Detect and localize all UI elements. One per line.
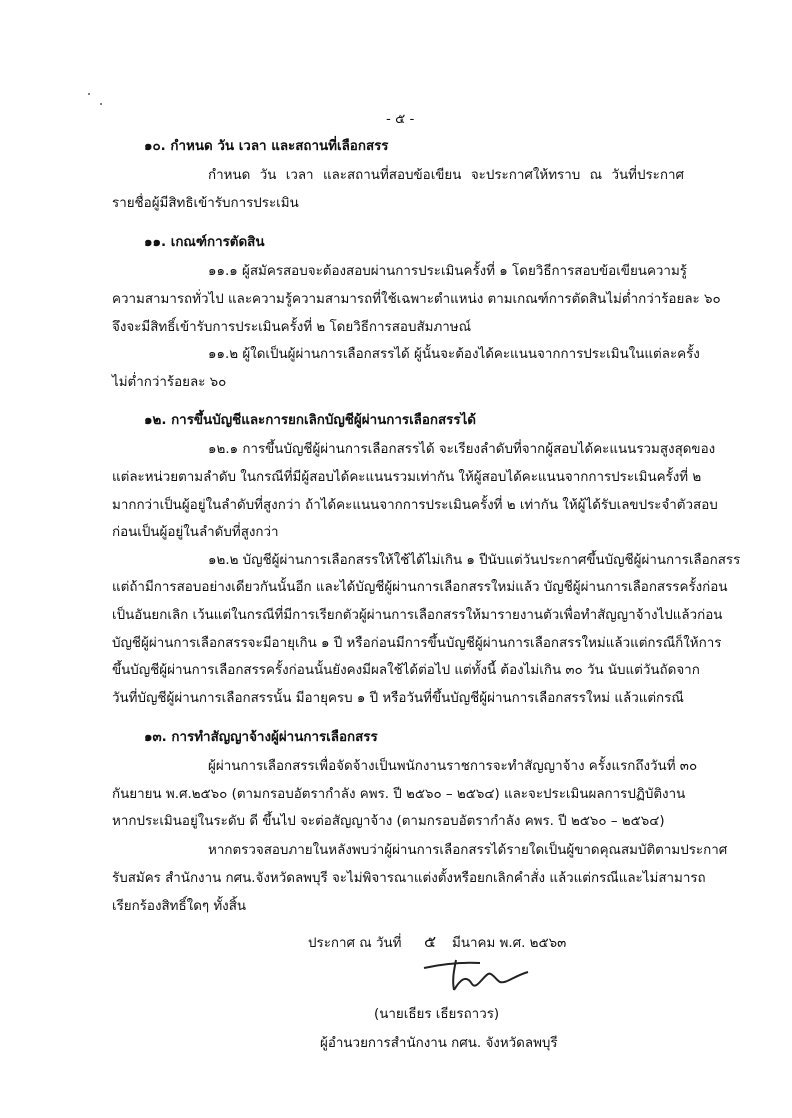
section-11-2-line: ๑๑.๒ ผู้ใดเป็นผู้ผ่านการเลือกสรรได้ ผู้นั้นจะต้องได้คะแนนจากการประเมินในแต่ละครั้ง: [208, 347, 700, 362]
section-12-2-line: บัญชีผู้ผ่านการเลือกสรรจะมีอายุเกิน ๑ ปี หรือก่อนมีการขึ้นบัญชีผู้ผ่านการเลือกสรรใหม่แล้วแต่กรณีก็ให้การ: [112, 636, 722, 651]
signature: [418, 954, 538, 994]
section-12-1-line: แต่ละหน่วยตามลำดับ ในกรณีที่มีผู้สอบได้คะแนนรวมเท่ากัน ให้ผู้สอบได้คะแนนจากการประเมินครั้งที่ ๒: [112, 470, 702, 485]
section-13-line: ผู้ผ่านการเลือกสรรเพื่อจัดจ้างเป็นพนักงานราชการจะทำสัญญาจ้าง ครั้งแรกถึงวันที่ ๓๐: [208, 759, 698, 774]
section-11-1-line: ๑๑.๑ ผู้สมัครสอบจะต้องสอบผ่านการประเมินครั้งที่ ๑ โดยวิธีการสอบข้อเขียนความรู้: [208, 264, 687, 279]
announce-month-year: มีนาคม พ.ศ. ๒๕๖๓: [452, 936, 567, 951]
scan-speck: [88, 93, 90, 95]
section-10-paragraph-line: กำหนด วัน เวลา และสถานที่สอบข้อเขียน จะประกาศให้ทราบ ณ วันที่ประกาศ: [208, 168, 684, 183]
section-12-2-line: เป็นอันยกเลิก เว้นแต่ในกรณีที่มีการเรียกตัวผู้ผ่านการเลือกสรรให้มารายงานตัวเพื่อทำสัญญาจ้างไปแล้วก่อน: [112, 608, 723, 623]
section-13-line: กันยายน พ.ศ.๒๕๖๐ (ตามกรอบอัตรากำลัง คพร. ปี ๒๕๖๐ – ๒๕๖๔) และจะประเมินผลการปฏิบัติงาน: [112, 787, 686, 802]
section-12-2-line: ขึ้นบัญชีผู้ผ่านการเลือกสรรครั้งก่อนนั้นยังคงมีผลใช้ได้ต่อไป แต่ทั้งนี้ ต้องไม่เกิน ๓๐ วัน นับแต่วันถัดจาก: [112, 663, 700, 678]
section-11-heading: ๑๑. เกณฑ์การตัดสิน: [144, 235, 265, 250]
section-10-heading: ๑๐. กำหนด วัน เวลา และสถานที่เลือกสรร: [144, 139, 389, 154]
section-12-heading: ๑๒. การขึ้นบัญชีและการยกเลิกบัญชีผู้ผ่านการเลือกสรรได้: [144, 413, 476, 428]
signer-title: ผู้อำนวยการสำนักงาน กศน. จังหวัดลพบุรี: [320, 1036, 558, 1051]
section-11-2-line: ไม่ต่ำกว่าร้อยละ ๖๐: [112, 375, 227, 390]
section-13-line: หากประเมินอยู่ในระดับ ดี ขึ้นไป จะต่อสัญญาจ้าง (ตามกรอบอัตรากำลัง คพร. ปี ๒๕๖๐ – ๒๕๖๔): [112, 814, 665, 829]
announce-label: ประกาศ ณ วันที่: [308, 936, 402, 951]
section-10-paragraph-line: รายชื่อผู้มีสิทธิเข้ารับการประเมิน: [112, 196, 299, 211]
section-11-1-line: จึงจะมีสิทธิ์เข้ารับการประเมินครั้งที่ ๒ โดยวิธีการสอบสัมภาษณ์: [112, 320, 472, 335]
section-12-2-line: ๑๒.๒ บัญชีผู้ผ่านการเลือกสรรให้ใช้ได้ไม่เกิน ๑ ปีนับแต่วันประกาศขึ้นบัญชีผู้ผ่านการเลือกสรร: [208, 553, 741, 568]
section-13-line: หากตรวจสอบภายในหลังพบว่าผู้ผ่านการเลือกสรรได้รายใดเป็นผู้ขาดคุณสมบัติตามประกาศ: [208, 843, 728, 858]
section-12-1-line: ก่อนเป็นผู้อยู่ในลำดับที่สูงกว่า: [112, 525, 279, 540]
section-12-1-line: มากกว่าเป็นผู้อยู่ในลำดับที่สูงกว่า ถ้าได้คะแนนจากการประเมินครั้งที่ ๒ เท่ากัน ให้ผู้ได้รับเลขประจำตัวสอบ: [112, 498, 718, 513]
section-12-2-line: แต่ถ้ามีการสอบอย่างเดียวกันนั้นอีก และได้บัญชีผู้ผ่านการเลือกสรรใหม่แล้ว บัญชีผู้ผ่านการเลือกสรรครั้งก่อน: [112, 580, 728, 595]
section-13-line: เรียกร้องสิทธิ์ใดๆ ทั้งสิ้น: [112, 899, 247, 914]
page-number: - ๕ -: [386, 112, 415, 127]
section-13-line: รับสมัคร สำนักงาน กศน.จังหวัดลพบุรี จะไม่พิจารณาแต่งตั้งหรือยกเลิกคำสั่ง แล้วแต่กรณีและไม่สามารถ: [112, 871, 706, 886]
scan-speck: [100, 103, 102, 105]
signer-name: (นายเธียร เธียรถาวร): [374, 1007, 500, 1022]
section-12-2-line: วันที่บัญชีผู้ผ่านการเลือกสรรนั้น มีอายุครบ ๑ ปี หรือวันที่ขึ้นบัญชีผู้ผ่านการเลือกสรรใหม่ แล้วแต่กรณี: [112, 691, 684, 706]
announce-day: ๕: [424, 932, 437, 951]
section-11-1-line: ความสามารถทั่วไป และความรู้ความสามารถที่ใช้เฉพาะตำแหน่ง ตามเกณฑ์การตัดสินไม่ต่ำกว่าร้อยละ ๖๐: [112, 292, 721, 307]
section-13-heading: ๑๓. การทำสัญญาจ้างผู้ผ่านการเลือกสรร: [144, 730, 378, 745]
section-12-1-line: ๑๒.๑ การขึ้นบัญชีผู้ผ่านการเลือกสรรได้ จะเรียงลำดับที่จากผู้สอบได้คะแนนรวมสูงสุดของ: [208, 442, 716, 457]
